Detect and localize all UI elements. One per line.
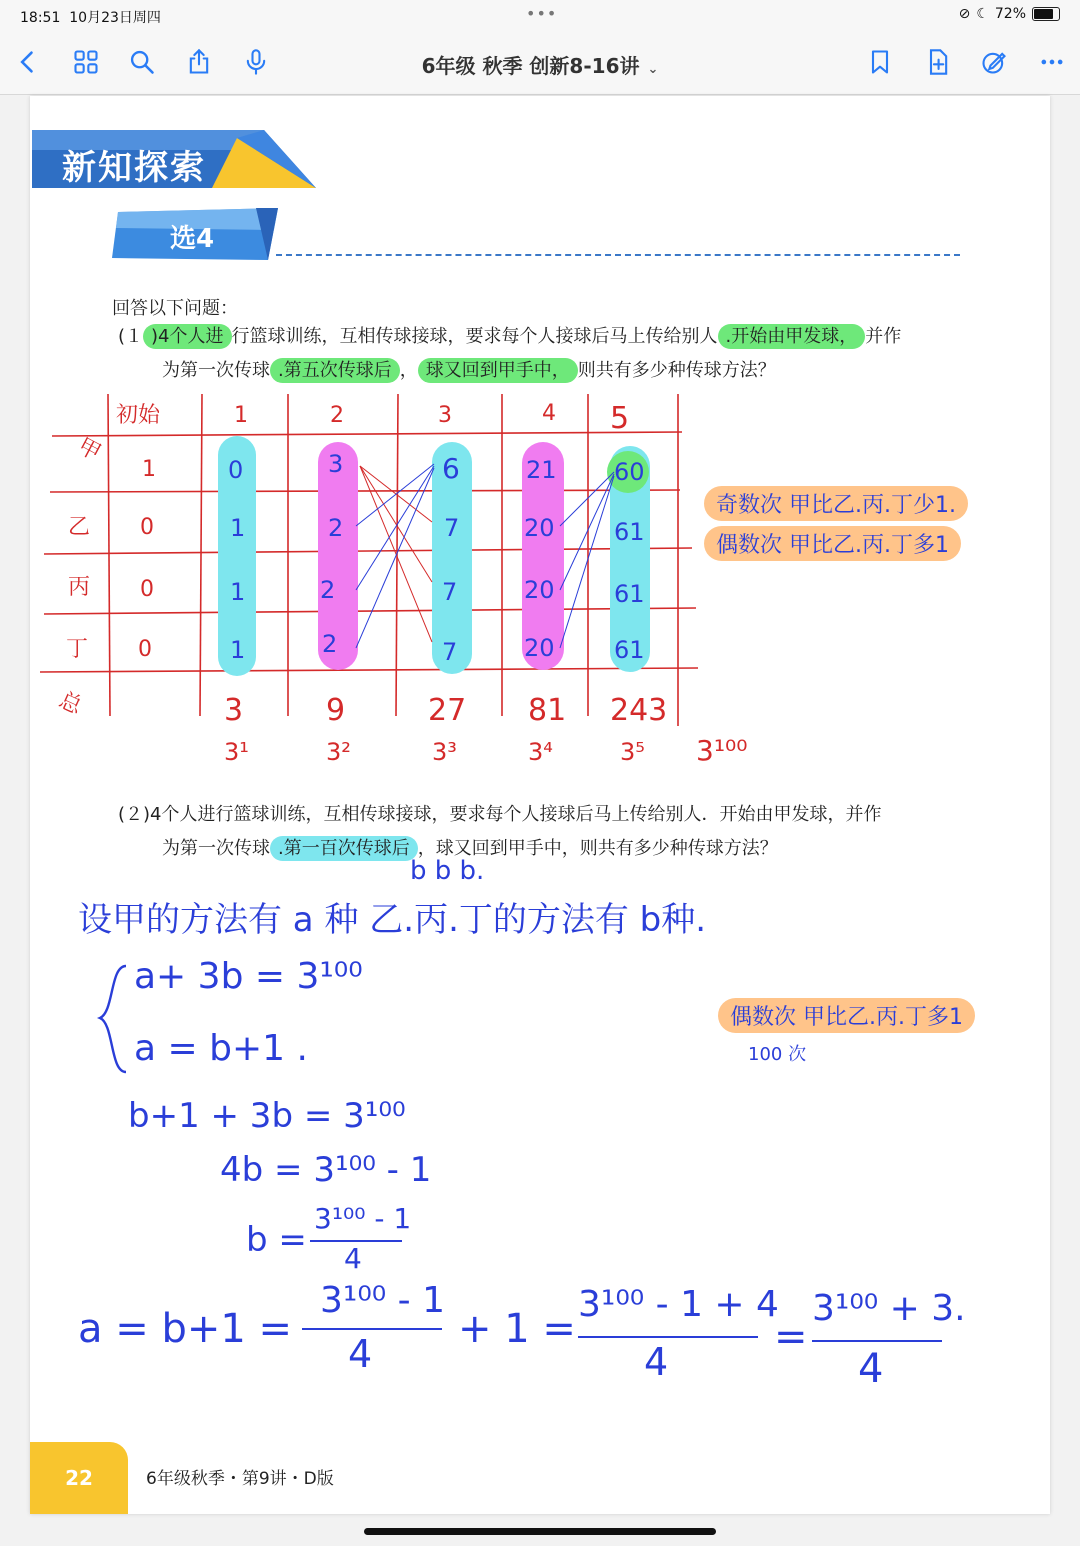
svg-text:3¹: 3¹ <box>224 738 249 766</box>
table-grid <box>40 394 698 726</box>
svg-text:3⁵: 3⁵ <box>620 738 645 766</box>
hw-final-bar2 <box>578 1336 758 1338</box>
hw-final-den2: 4 <box>644 1340 669 1384</box>
svg-text:3: 3 <box>328 450 344 478</box>
hw-final-left: a = b+1 = <box>78 1306 293 1352</box>
row-label-ding: 丁 <box>66 637 89 662</box>
svg-text:20: 20 <box>524 576 555 604</box>
annotate-icon[interactable] <box>974 42 1014 82</box>
svg-text:1: 1 <box>230 514 246 542</box>
svg-text:2: 2 <box>322 630 338 658</box>
hw-let: 设甲的方法有 a 种 乙.丙.丁的方法有 b种. <box>78 900 707 940</box>
header-3: 3 <box>438 403 452 428</box>
hw-eq3: b+1 + 3b = 3¹⁰⁰ <box>128 1096 406 1136</box>
svg-text:6: 6 <box>442 452 460 485</box>
hw-final-den3: 4 <box>858 1346 884 1392</box>
moon-icon: ☾ <box>976 6 989 22</box>
pass-table <box>30 386 1050 766</box>
hw-eq5-numerator: 3¹⁰⁰ - 1 <box>314 1202 412 1235</box>
svg-text:0: 0 <box>228 456 244 484</box>
question-2-line-2: 为第一次传球 .第一百次传球后 ，球又回到甲手中，则共有多少种传球方法？ <box>162 838 778 859</box>
svg-text:61: 61 <box>614 518 645 546</box>
hw-eq2: a = b+1 . <box>134 1028 308 1069</box>
svg-text:3³: 3³ <box>432 738 457 766</box>
status-bar <box>0 0 1080 32</box>
svg-text:20: 20 <box>524 514 555 542</box>
svg-text:1: 1 <box>230 636 246 664</box>
brace-icon <box>92 962 132 1076</box>
add-page-icon[interactable] <box>918 42 958 82</box>
svg-text:7: 7 <box>442 638 458 666</box>
back-icon[interactable] <box>8 42 48 82</box>
header-2: 2 <box>330 403 344 428</box>
question-2-line-1: (２)4个人进行篮球训练，互相传球接球，要求每个人接球后马上传给别人．开始由甲发球，并作 <box>118 804 882 825</box>
page-footer <box>30 1442 1050 1514</box>
table-header-row <box>116 401 629 436</box>
svg-text:0: 0 <box>140 577 154 602</box>
link-icon: ⊘ <box>958 6 971 22</box>
header-initial: 初始 <box>116 403 161 428</box>
row-label-yi: 乙 <box>68 515 91 540</box>
page-number: 22 <box>30 1442 128 1514</box>
header-1: 1 <box>234 403 248 428</box>
svg-text:2: 2 <box>320 576 336 604</box>
multitask-dots[interactable]: ••• <box>526 4 558 23</box>
dashed-divider <box>276 254 960 256</box>
svg-text:61: 61 <box>614 580 645 608</box>
document-title[interactable]: 6年级 秋季 创新8-16讲 ⌄ <box>421 54 659 78</box>
status-right <box>959 6 1060 22</box>
bookmark-icon[interactable] <box>860 42 900 82</box>
svg-text:21: 21 <box>526 456 557 484</box>
note-odd: 奇数次 甲比乙.丙.丁少1. <box>704 486 968 521</box>
row-label-jia: 甲 <box>73 433 105 467</box>
sub-title: 选4 <box>170 224 215 254</box>
intro-text: 回答以下问题： <box>112 298 238 319</box>
svg-text:3¹⁰⁰: 3¹⁰⁰ <box>696 734 748 766</box>
svg-text:1: 1 <box>142 457 156 482</box>
totals-row <box>224 693 667 728</box>
hw-final-num3: 3¹⁰⁰ + 3. <box>812 1288 966 1329</box>
b-marks: b b b. <box>410 856 485 886</box>
row-labels <box>55 434 105 720</box>
hw-final-den1: 4 <box>348 1332 373 1376</box>
svg-text:61: 61 <box>614 636 645 664</box>
hw-final-num1: 3¹⁰⁰ - 1 <box>320 1280 445 1321</box>
svg-text:2: 2 <box>328 514 344 542</box>
toolbar <box>0 32 1080 95</box>
chevron-down-icon[interactable]: ⌄ <box>647 62 659 77</box>
svg-text:9: 9 <box>326 693 346 728</box>
svg-text:243: 243 <box>610 693 668 728</box>
header-4: 4 <box>542 401 556 426</box>
svg-text:7: 7 <box>442 578 458 606</box>
row-label-bing: 丙 <box>68 575 91 600</box>
svg-text:3: 3 <box>224 693 244 728</box>
svg-text:0: 0 <box>138 637 152 662</box>
more-icon[interactable] <box>1032 42 1072 82</box>
powers-row <box>224 734 748 766</box>
note-even: 偶数次 甲比乙.丙.丁多1 <box>704 526 961 561</box>
total-label: 总 <box>55 687 86 720</box>
battery-icon <box>1032 7 1060 21</box>
battery-percent: 72% <box>994 6 1026 22</box>
hw-final-num2: 3¹⁰⁰ - 1 + 4 <box>578 1284 779 1325</box>
mic-icon[interactable] <box>236 42 276 82</box>
svg-text:3⁴: 3⁴ <box>528 738 553 766</box>
hw-eq1: a+ 3b = 3¹⁰⁰ <box>134 956 363 997</box>
share-icon[interactable] <box>179 42 219 82</box>
initial-column <box>138 457 156 662</box>
home-indicator[interactable] <box>364 1528 716 1535</box>
svg-text:27: 27 <box>428 693 467 728</box>
svg-text:81: 81 <box>528 693 567 728</box>
svg-text:20: 20 <box>524 634 555 662</box>
hw-final-bar1 <box>302 1328 442 1330</box>
header-5: 5 <box>610 401 630 436</box>
svg-text:0: 0 <box>140 515 154 540</box>
hw-final-plus: + 1 = <box>458 1306 576 1352</box>
svg-text:60: 60 <box>614 458 645 486</box>
svg-text:1: 1 <box>230 578 246 606</box>
search-icon[interactable] <box>122 42 162 82</box>
banner-title: 新知探索 <box>62 148 206 188</box>
hw-final-bar3 <box>812 1340 942 1342</box>
status-time: 18:51 10月23日周四 <box>20 10 161 26</box>
footer-text: 6年级秋季・第9讲・D版 <box>146 1469 334 1489</box>
note-100-times: 100 次 <box>748 1044 807 1065</box>
hw-eq5-left: b = <box>246 1220 307 1260</box>
hw-eq5-denominator: 4 <box>344 1242 362 1275</box>
note-even-2: 偶数次 甲比乙.丙.丁多1 <box>718 998 975 1033</box>
grid-icon[interactable] <box>66 42 106 82</box>
svg-text:3²: 3² <box>326 738 351 766</box>
svg-text:7: 7 <box>444 514 460 542</box>
question-1-line-1: (１ )4个人进 行篮球训练，互相传球接球，要求每个人接球后马上传给别人 .开始由甲发球， 并作 <box>118 326 902 347</box>
hw-final-eq: = <box>774 1314 808 1360</box>
hw-eq4: 4b = 3¹⁰⁰ - 1 <box>220 1150 432 1190</box>
pdf-page <box>30 96 1050 1514</box>
question-1-line-2: 为第一次传球 .第五次传球后 ， 球又回到甲手中， 则共有多少种传球方法？ <box>162 360 776 381</box>
